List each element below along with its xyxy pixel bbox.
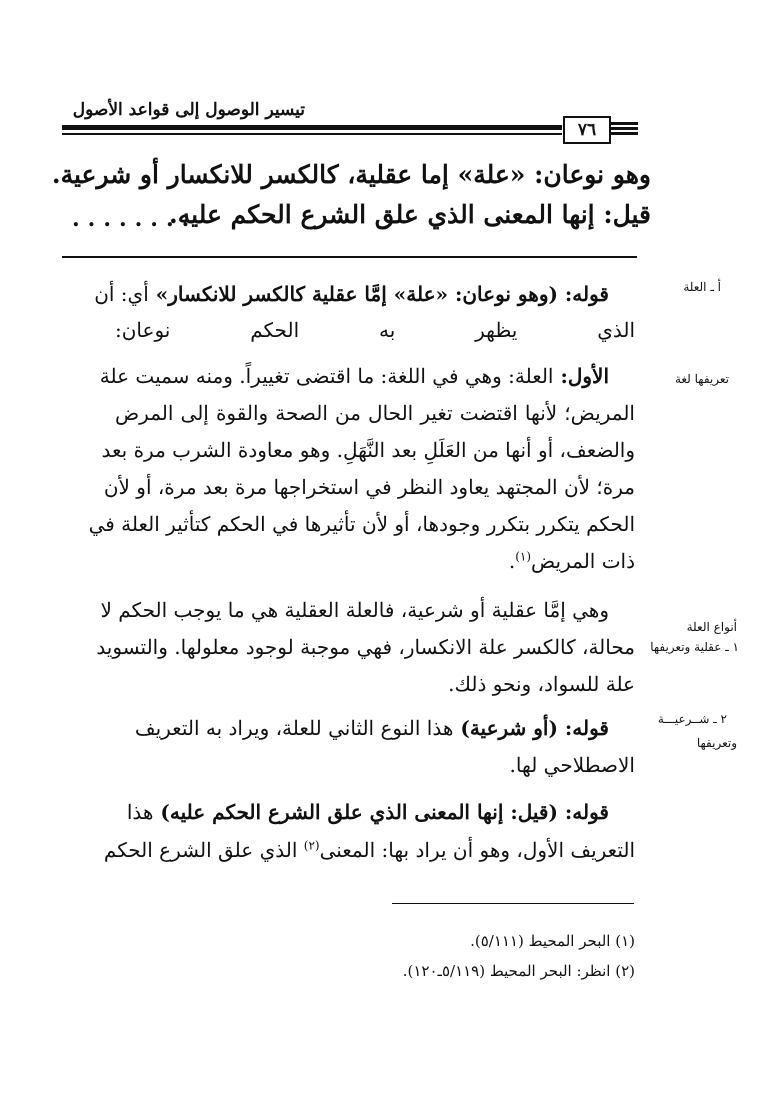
margin-note-illa: أ ـ العلة — [683, 280, 721, 294]
matn-separator — [62, 256, 637, 258]
p4-line-1-rest: هذا النوع الثاني للعلة، ويراد به التعريف — [134, 716, 454, 740]
page-number-ornament — [610, 122, 638, 136]
p3-line-3: علة للسواد، ونحو ذلك. — [448, 672, 635, 696]
p1-lead: قوله: (وهو نوعان: «علة» إمَّا عقلية كالكسر للانكسار» — [148, 282, 609, 306]
p2-line-1-rest: العلة: وهي في اللغة: ما اقتضى تغييراً. ومنه سميت علة — [99, 364, 554, 388]
p5-line-1-rest: هذا — [126, 800, 154, 824]
p3-line-1: وهي إمَّا عقلية أو شرعية، فالعلة العقلية هي ما يوجب الحكم لا — [100, 598, 609, 622]
p2-line-6 — [509, 549, 635, 573]
margin-note-sharia: ٢ ـ شــرعيـــة — [657, 712, 727, 726]
margin-note-anwa: أنواع العلة — [686, 620, 737, 634]
matn-line-1: وهو نوعان: «علة» إما عقلية، كالكسر للانكسار أو شرعية. — [51, 160, 651, 189]
p2-lead: الأول: — [553, 364, 609, 388]
matn-ellipsis: ........ — [72, 206, 198, 232]
p2-line-6-end: . — [508, 549, 516, 573]
footnote-1: (١) البحر المحيط (٥/١١١). — [470, 932, 635, 950]
margin-note-lugha: تعريفها لغة — [674, 372, 729, 386]
p5-lead: قوله: (قيل: إنها المعنى الذي علق الشرع الحكم عليه) — [153, 800, 609, 824]
p3-line-2: محالة، كالكسر علة الانكسار، فهي موجبة لوجود معلولها. والتسويد — [96, 635, 635, 659]
p5-line-1 — [127, 800, 609, 824]
book-title: تيسير الوصول إلى قواعد الأصول — [72, 100, 305, 120]
p4-line-2: الاصطلاحي لها. — [509, 753, 635, 777]
p2-line-4: مرة؛ لأن المجتهد يعاود النظر في استخراجها مرة بعد مرة، أو لأن — [103, 475, 635, 499]
page-number: ٧٦ — [563, 116, 611, 144]
p2-line-5: الحكم يتكرر بتكرر وجودها، أو لأن تأثيرها في الحكم كتأثير العلة في — [88, 512, 635, 536]
header-rule-thick — [62, 125, 562, 130]
p1-line-2: الذي يظهر به الحكم نوعان: — [115, 318, 635, 342]
p2-line-6-text: ذات المريض — [531, 549, 635, 573]
p2-line-3: والضعف، أو أنها من العَلَلِ بعد النَّهَلِ. وهو معاودة الشرب مرة بعد — [101, 438, 635, 462]
p5-line-2b: الذي علق الشرع الحكم — [103, 838, 304, 862]
p4-lead: قوله: (أو شرعية) — [453, 716, 609, 740]
p2-line-2: المريض؛ لأنها اقتضت تغير الحال من الصحة والقوة إلى المرض — [115, 401, 635, 425]
p5-line-2 — [104, 838, 635, 862]
matn-line-2: قيل: إنها المعنى الذي علق الشرع الحكم عليه. — [169, 200, 651, 229]
footnote-marker-1: (١) — [515, 549, 532, 564]
p1-line-1-rest: أي: أن — [94, 282, 149, 306]
header-rule-thin — [62, 133, 562, 135]
footnote-2: (٢) انظر: البحر المحيط (٥/١١٩ـ١٢٠). — [402, 962, 635, 980]
p1-line-1 — [94, 282, 609, 306]
footnote-separator — [392, 903, 634, 904]
margin-note-tarifuha: وتعريفها — [696, 736, 737, 750]
p2-line-1 — [100, 364, 609, 388]
margin-note-aqliya: ١ ـ عقلية وتعريفها — [650, 640, 739, 654]
footnote-marker-2: (٢) — [303, 838, 320, 853]
p5-line-2a: التعريف الأول، وهو أن يراد بها: المعنى — [319, 838, 635, 862]
p4-line-1 — [135, 716, 609, 740]
